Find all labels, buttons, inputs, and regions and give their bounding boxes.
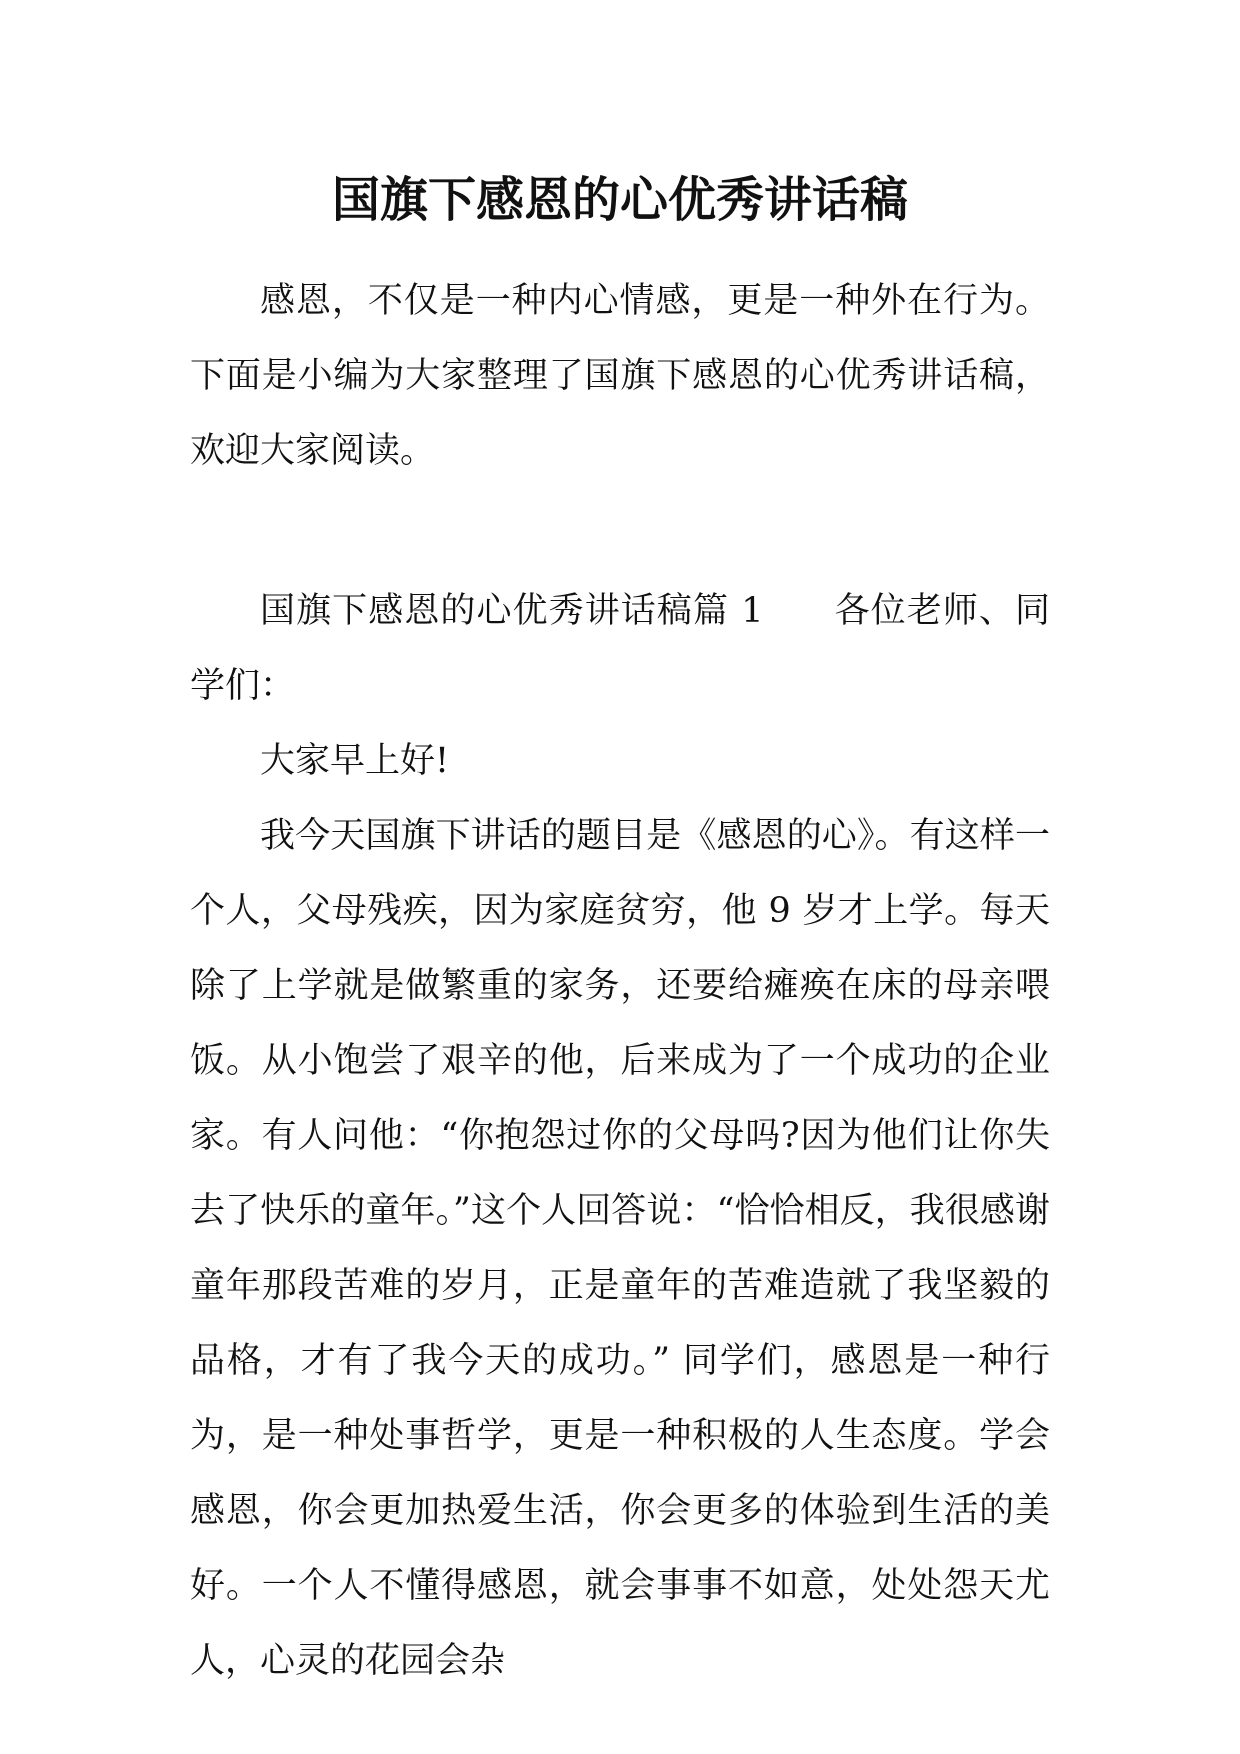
section-heading-line [190, 574, 1050, 724]
body-paragraph: 我今天国旗下讲话的题目是《感恩的心》。有这样一个人，父母残疾，因为家庭贫穷，他 9 岁才上学。每天除了上学就是做繁重的家务，还要给瘫痪在床的母亲喂饭。从小饱尝了艰辛的他，后来成为了一个成功的企业家。有人问他：“你抱怨过你的父母吗?因为他们让你失去了快乐的童年。”这个人回答说：“恰恰相反，我很感谢童年那段苦难的岁月，正是童年的苦难造就了我坚毅的品格，才有了我今天的成功。” 同学们，感恩是一种行为，是一种处事哲学，更是一种积极的人生态度。学会感恩，你会更加热爱生活，你会更多的体验到生活的美好。一个人不懂得感恩，就会事事不如意，处处怨天尤人，心灵的花园会杂 [190, 816, 1050, 1681]
section-gap [190, 489, 1050, 574]
greeting-paragraph: 大家早上好! [260, 741, 450, 781]
salutation: 各位老师、同学们： [190, 591, 1050, 706]
section-heading: 国旗下感恩的心优秀讲话稿篇 1 [260, 591, 764, 631]
document-body [190, 264, 1050, 1699]
document-title: 国旗下感恩的心优秀讲话稿 [331, 172, 908, 228]
intro-paragraph: 感恩，不仅是一种内心情感，更是一种外在行为。下面是小编为大家整理了国旗下感恩的心优秀讲话稿，欢迎大家阅读。 [190, 281, 1050, 471]
